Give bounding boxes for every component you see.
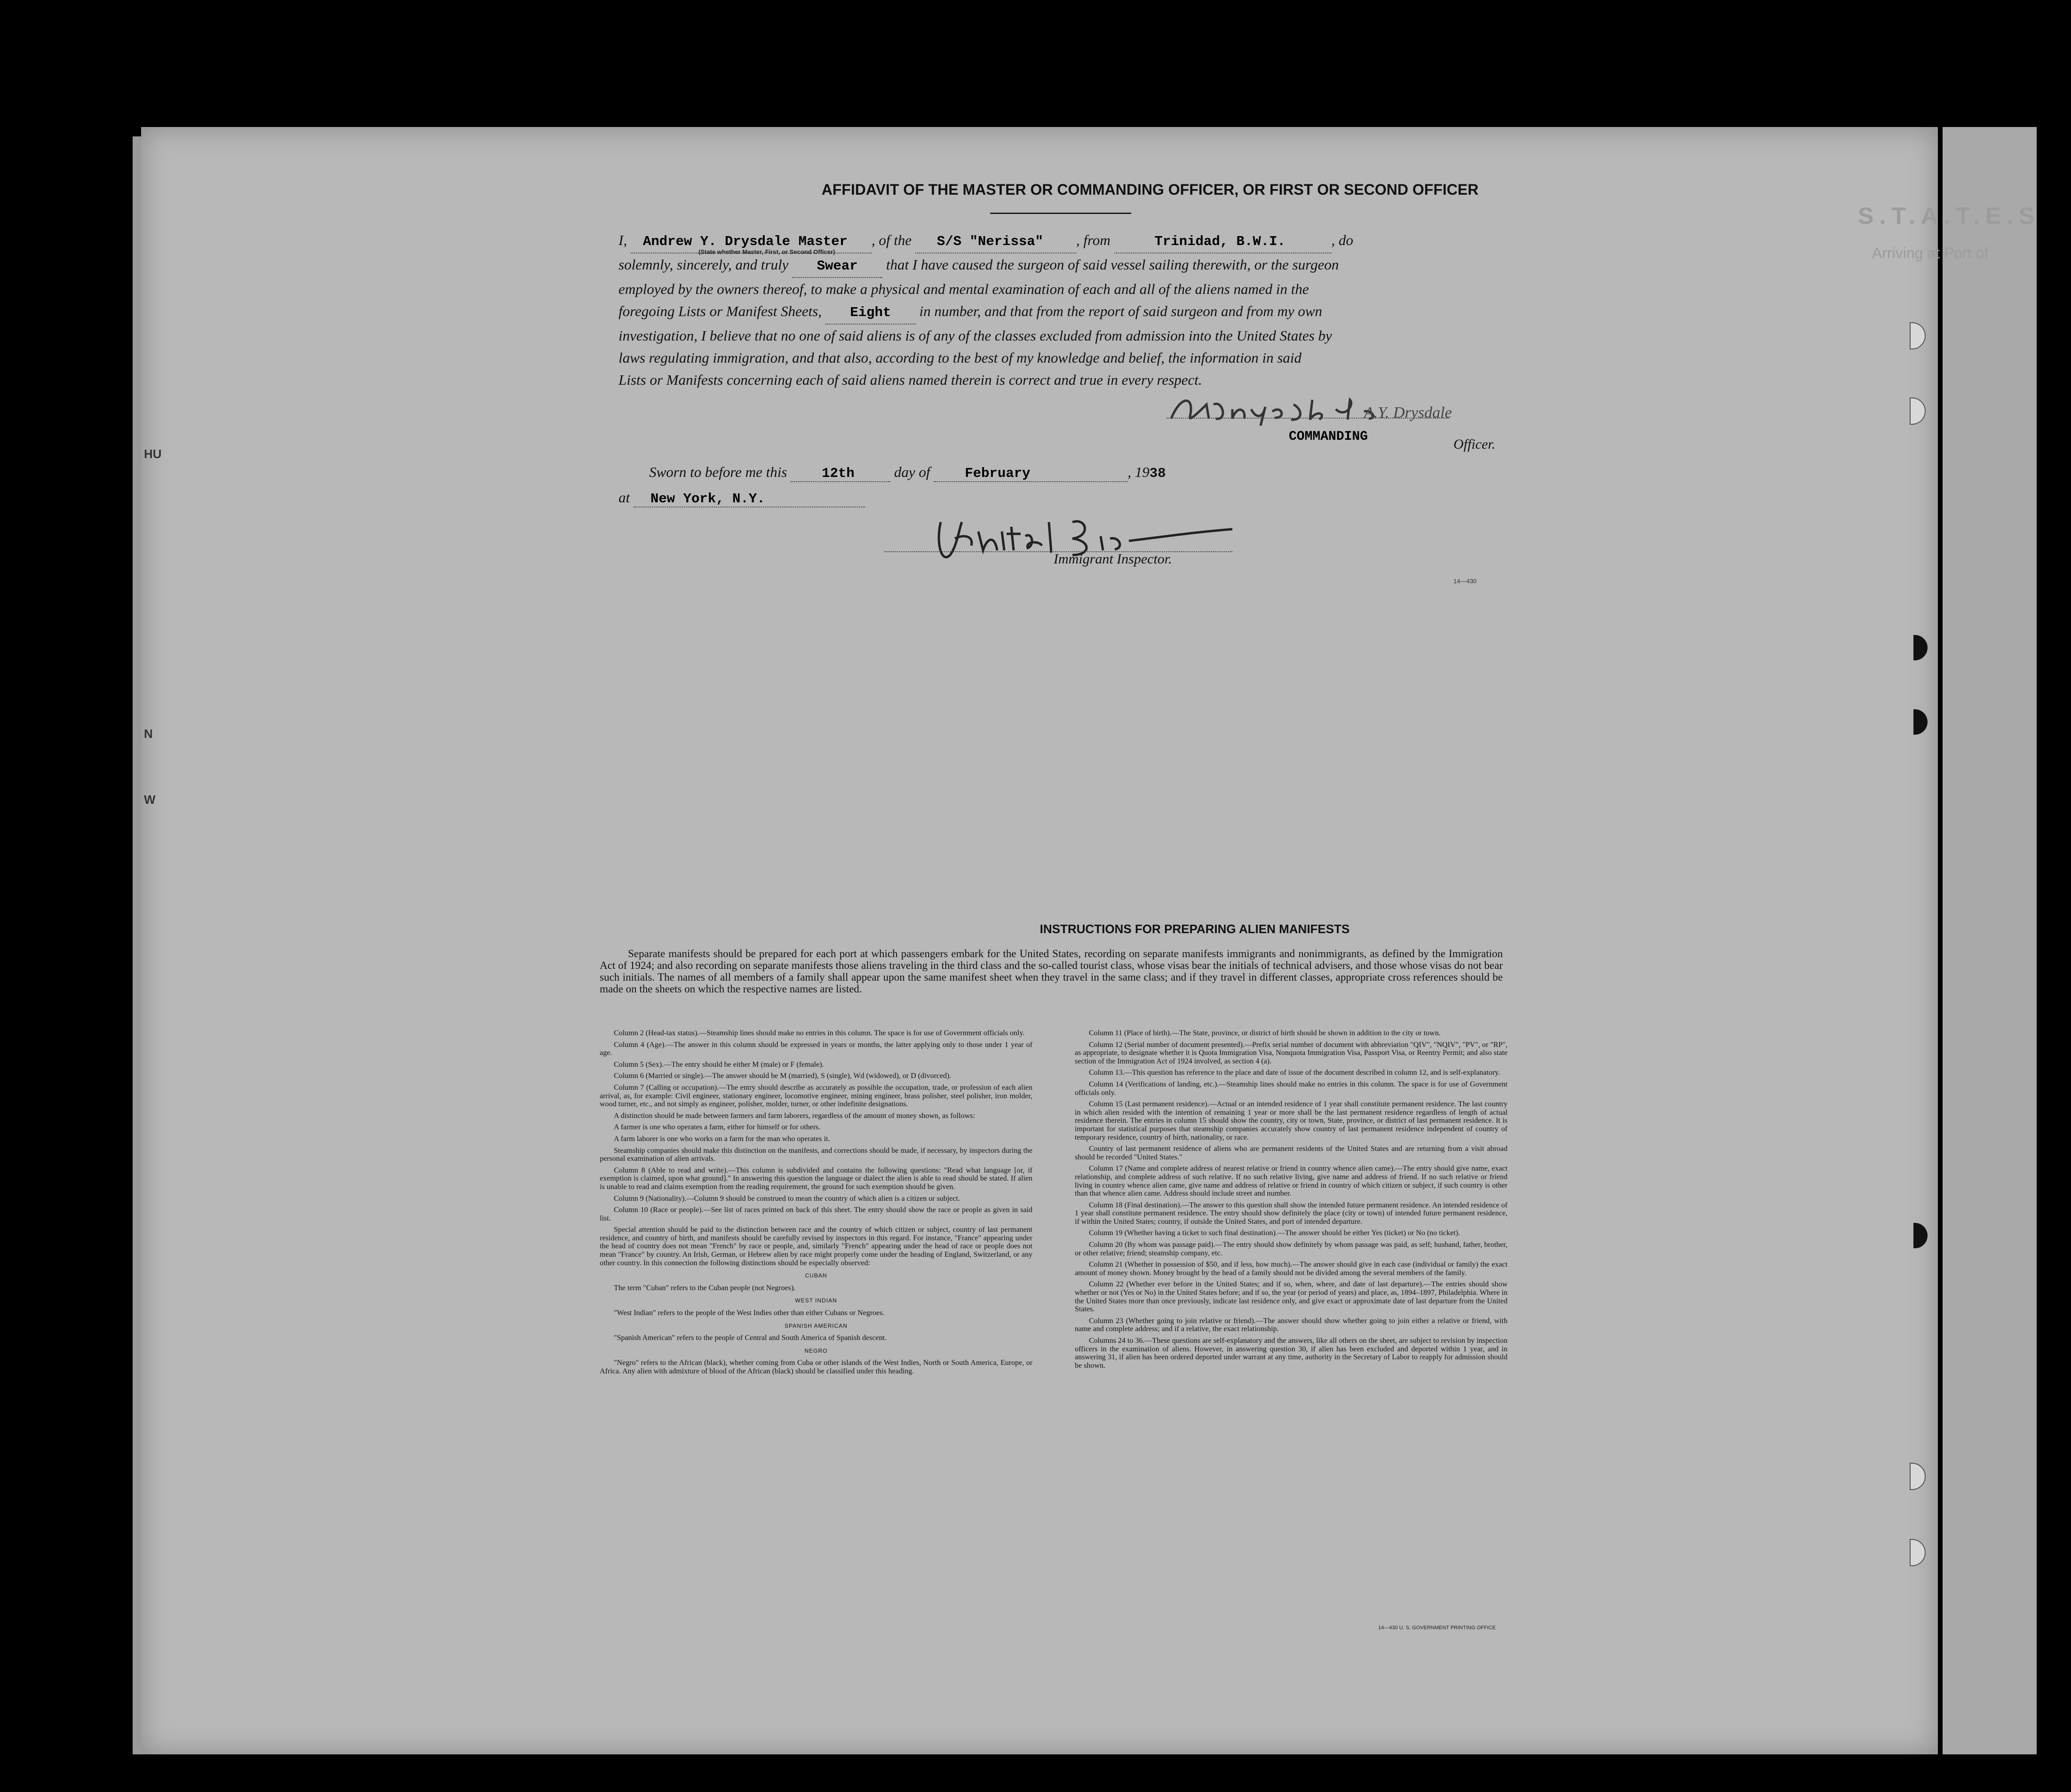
master-signature-text: A.Y. Drysdale [1364,404,1452,421]
instruction-paragraph: Column 21 (Whether in possession of $50, and if less, how much).—The answer should give in each case (individual or family) the exact amount of money shown. Money brought by the head of a family should not be divided among the several members of the family. [1075,1261,1508,1277]
officer-label: Officer. [1453,436,1496,452]
affidavit-line-3: employed by the owners thereof, to make a physical and mental examination of each and all of the aliens named in the [619,281,1309,297]
heading-west-indian: WEST INDIAN [795,1297,837,1304]
oath-field: Swear [792,255,882,278]
west-indian-definition: "West Indian" refers to the people of the West Indies other than either Cubans or Negroes. [614,1309,885,1317]
instruction-paragraph: Column 19 (Whether having a ticket to such final destination).—The answer should be either Yes (ticket) or No (no ticket). [1089,1229,1460,1237]
affidavit-line-2 [619,254,1503,278]
instructions-title: INSTRUCTIONS FOR PREPARING ALIEN MANIFESTS [1039,922,1350,936]
instruction-paragraph: Column 20 (By whom was passage paid).—The entry should show definitely by whom passage was paid, as self; husband, father, brother, or other relative; friend; steamship company, etc. [1075,1241,1508,1257]
cuban-definition: The term "Cuban" refers to the Cuban people (not Negroes). [614,1284,796,1292]
instruction-paragraph: Columns 24 to 36.—These questions are self-explanatory and the answers, like all others on the sheet, are subject to revision by inspection officers in the examination of aliens. However, in answering question 30, if alien has been excluded and deported within 1 year, and in answering 31, if alien has been ordered deported under warrant at any time, authority in the Secretary of Labor to reapply for admission should be shown. [1075,1337,1508,1370]
instruction-paragraph: Special attention should be paid to the distinction between race and the country of which citizen or subject, country of last permanent residence, and country of birth, and manifests should be carefully revised by inspectors in this regard. For instance, "France" appearing under the head of country does not mean "French" by race or people, and, similarly "French" appearing under the head of race or people does not mean "France" by country. An Irish, German, or Hebrew alien by race might properly come under the heading of England, Switzerland, or any other country. In this connection the following distinctions should be especially observed: [600,1226,1032,1267]
underlying-page-strip [1943,127,2037,1754]
sworn-line [649,464,1166,482]
margin-mark-3: W [144,793,156,807]
instruction-paragraph: Column 2 (Head-tax status).—Steamship lines should make no entries in this column. The space is for use of Government officials only. [614,1029,1025,1037]
year-field: 38 [1149,466,1166,481]
affidavit-line-4 [619,300,1503,325]
instruction-paragraph: Column 14 (Verifications of landing, etc.).—Steamship lines should make no entries in this column. The space is for use of Government officials only. [1075,1080,1508,1097]
margin-mark-2: N [144,727,153,741]
instruction-paragraph: Column 18 (Final destination).—The answer to this question shall show the intended future permanent residence. An intended residence of 1 year shall constitute permanent residence. The entry should show definitely the place (city or town) of intended future permanent residence, if within the United States; country, if outside the United States, and port of intended departure. [1075,1201,1508,1226]
sworn-month-field: February [934,466,1127,482]
instruction-paragraph: Country of last permanent residence of aliens who are permanent residents of the United States and are returning from a visit abroad should be recorded "United States." [1075,1145,1508,1161]
instructions-left-column [600,1029,1032,1379]
instruction-paragraph: Column 9 (Nationality).—Column 9 should be construed to mean the country of which alien is a citizen or subject. [614,1194,960,1203]
of-the-text: , of the [871,232,912,248]
instruction-paragraph: A farm laborer is one who works on a farm for the man who operates it. [614,1134,830,1143]
instruction-paragraph: Column 10 (Race or people).—See list of races printed on back of this sheet. The entry should show the race or people as given in said list. [600,1206,1032,1222]
instruction-paragraph: Column 15 (Last permanent residence).—Actual or an intended residence of 1 year shall constitute permanent residence. The last country in which alien resided with the intention of remaining 1 year or more shall be the last permanent residence regardless of length of actual residence therein. The entries in column 15 should show the country, city or town, State, province, or district of last permanent residence. It is important for statistical purposes that steamship companies accurately show country of last permanent residence independent of country of temporary residence, country of birth, nationality, or race. [1075,1100,1508,1142]
instruction-paragraph: Column 4 (Age).—The answer in this column should be expressed in years or months, the latter applying only to those under 1 year of age. [600,1040,1032,1057]
instruction-paragraph: A distinction should be made between farmers and farm laborers, regardless of the amount of money shown, as follows: [614,1111,975,1120]
master-name-field: Andrew Y. Drysdale Master [631,230,872,254]
from-text: , from [1076,232,1111,248]
form-code-instructions: 14—430 U. S. GOVERNMENT PRINTING OFFICE [1378,1625,1496,1631]
instructions-intro: Separate manifests should be prepared for each port at which passengers embark for the United States, recording on separate manifests immigrants and nonimmigrants, as defined by the Immigration Act of 1924; and also recording on separate manifests those aliens traveling in the third class and the so-called tourist class, whose visas bear the initials of technical advisers, and those whose visas do not bear such initials. The names of all members of a family shall appear upon the same manifest sheet when they travel in the same class; and if they travel in different classes, appropriate cross references should be made on the sheets on which the respective names are listed. [600,948,1503,995]
title-divider [990,213,1131,214]
heading-spanish-american: SPANISH AMERICAN [785,1322,848,1329]
line4-prefix: foregoing Lists or Manifest Sheets, [619,303,822,319]
ship-name-field: S/S "Nerissa" [915,230,1076,254]
instruction-paragraph: Column 11 (Place of birth).—The State, province, or district of birth should be shown in addition to the city or town. [1089,1029,1441,1037]
sheet-count-field: Eight [825,301,916,325]
instruction-paragraph: Column 7 (Calling or occupation).—The entry should describe as accurately as possible the occupation, trade, or profession of each alien arrival, as, for example: Civil engineer, stationary engineer, locomotive engineer, mining engineer, brass polisher, steel polisher, iron molder, wood turner, etc., and not simply as engineer, polisher, molder, turner, or other indefinite designations. [600,1083,1032,1109]
place-field: New York, N.Y. [634,491,865,507]
affidavit-line-7: Lists or Manifests concerning each of said aliens named therein is correct and true in every respect. [619,372,1202,388]
year-prefix: , 19 [1127,464,1150,480]
day-of-text: day of [894,464,930,480]
form-code-affidavit: 14—430 [1453,578,1477,585]
officer-rank-field: COMMANDING [1289,429,1368,444]
line2-prefix: solemnly, sincerely, and truly [619,256,789,273]
at-text: at [619,489,630,506]
bleed-through-subheading: Arriving at Port of [1872,245,1989,262]
instruction-paragraph: Column 12 (Serial number of document presented).—Prefix serial number of document with abbreviation "QIV", "NQIV", "PV", or "RP", as appropriate, to designate whether it is Quota Immigration Visa, Nonquota Immigration Visa, Passport Visa, or Reentry Permit; and also state section of the Immigration Act of 1924 involved, as section 4 (a). [1075,1040,1508,1065]
margin-mark-1: HU [144,447,162,461]
instruction-paragraph: A farmer is one who operates a farm, either for himself or for others. [614,1123,821,1132]
negro-definition: "Negro" refers to the African (black), whether coming from Cuba or other islands of the West Indies, North or South America, Europe, or Africa. Any alien with admixture of blood of the African (black) should be classified under this heading. [600,1359,1032,1375]
instruction-paragraph: Column 13.—This question has reference to the place and date of issue of the document described in column 12, and is self-explanatory. [1089,1069,1500,1077]
sworn-day-field: 12th [791,466,890,482]
instruction-paragraph: Column 8 (Able to read and write).—This column is subdivided and contains the following questions: "Read what language [or, if exemption is claimed, upon what ground]." In answering this question the language or dialect the alien is able to read should be stated. If alien is unable to read and claims exemption from the reading requirement, the ground for such exemption should be given. [600,1166,1032,1191]
instruction-paragraph: Column 5 (Sex).—The entry should be either M (male) or F (female). [614,1060,824,1069]
line2-suffix: that I have caused the surgeon of said vessel sailing therewith, or the surgeon [886,256,1339,273]
affidavit-line-5: investigation, I believe that no one of said aliens is of any of the classes excluded from admission into the United States by [619,327,1332,344]
instruction-paragraph: Steamship companies should make this distinction on the manifests, and corrections should be made, if necessary, by inspectors during the personal examination of alien arrivals. [600,1146,1032,1163]
intro-prefix: I, [619,232,627,248]
signature-line-master [1166,418,1449,419]
bleed-through-heading: S.T.A.T.E.S [1858,203,2040,229]
instruction-paragraph: Column 22 (Whether ever before in the United States; and if so, when, where, and date of last departure).—The entries should show whether or not (Yes or No) in the United States before; and if so, the year (or period of years) and place, as, 1894–1897, Philadelphia. Where in the United States more than once previously, indicate last residence only, and give exact or approximate date of last departure from the United States. [1075,1280,1508,1314]
heading-cuban: CUBAN [805,1272,827,1279]
place-line [619,489,865,507]
sworn-prefix: Sworn to before me this [649,464,787,480]
do-text: , do [1331,232,1353,248]
affidavit-line-6: laws regulating immigration, and that also, according to the best of my knowledge and belief, the information in said [619,349,1302,366]
inspector-label: Immigrant Inspector. [1054,551,1172,567]
instruction-paragraph: Column 17 (Name and complete address of nearest relative or friend in country whence alien came).—The entry should give name, exact relationship, and complete address of such relative. If no such relative living, give name and address of friend. If no such relative or friend living in country whence alien came, give name and address of relative or friend in country of which citizen or subject, if such country is other than that whence alien came. Address should include street and number. [1075,1165,1508,1198]
spanish-american-definition: "Spanish American" refers to the people of Central and South America of Spanish descent. [614,1334,887,1342]
instruction-paragraph: Column 23 (Whether going to join relative or friend).—The answer should show whether going to join either a relative or friend, with name and complete address; and if a relative, the exact relationship. [1075,1316,1508,1333]
port-field: Trinidad, B.W.I. [1114,230,1332,254]
master-hint: (State whether Master, First, or Second Officer) [698,248,835,255]
line4-suffix: in number, and that from the report of said surgeon and from my own [919,303,1323,319]
master-signature [1162,390,1463,428]
affidavit-title: AFFIDAVIT OF THE MASTER OR COMMANDING OFFICER, OR FIRST OR SECOND OFFICER [821,181,1479,198]
heading-negro: NEGRO [804,1347,828,1354]
instructions-right-column [1075,1029,1508,1373]
instruction-paragraph: Column 6 (Married or single).—The answer should be M (married), S (single), Wd (widowed), or D (divorced). [614,1072,952,1080]
